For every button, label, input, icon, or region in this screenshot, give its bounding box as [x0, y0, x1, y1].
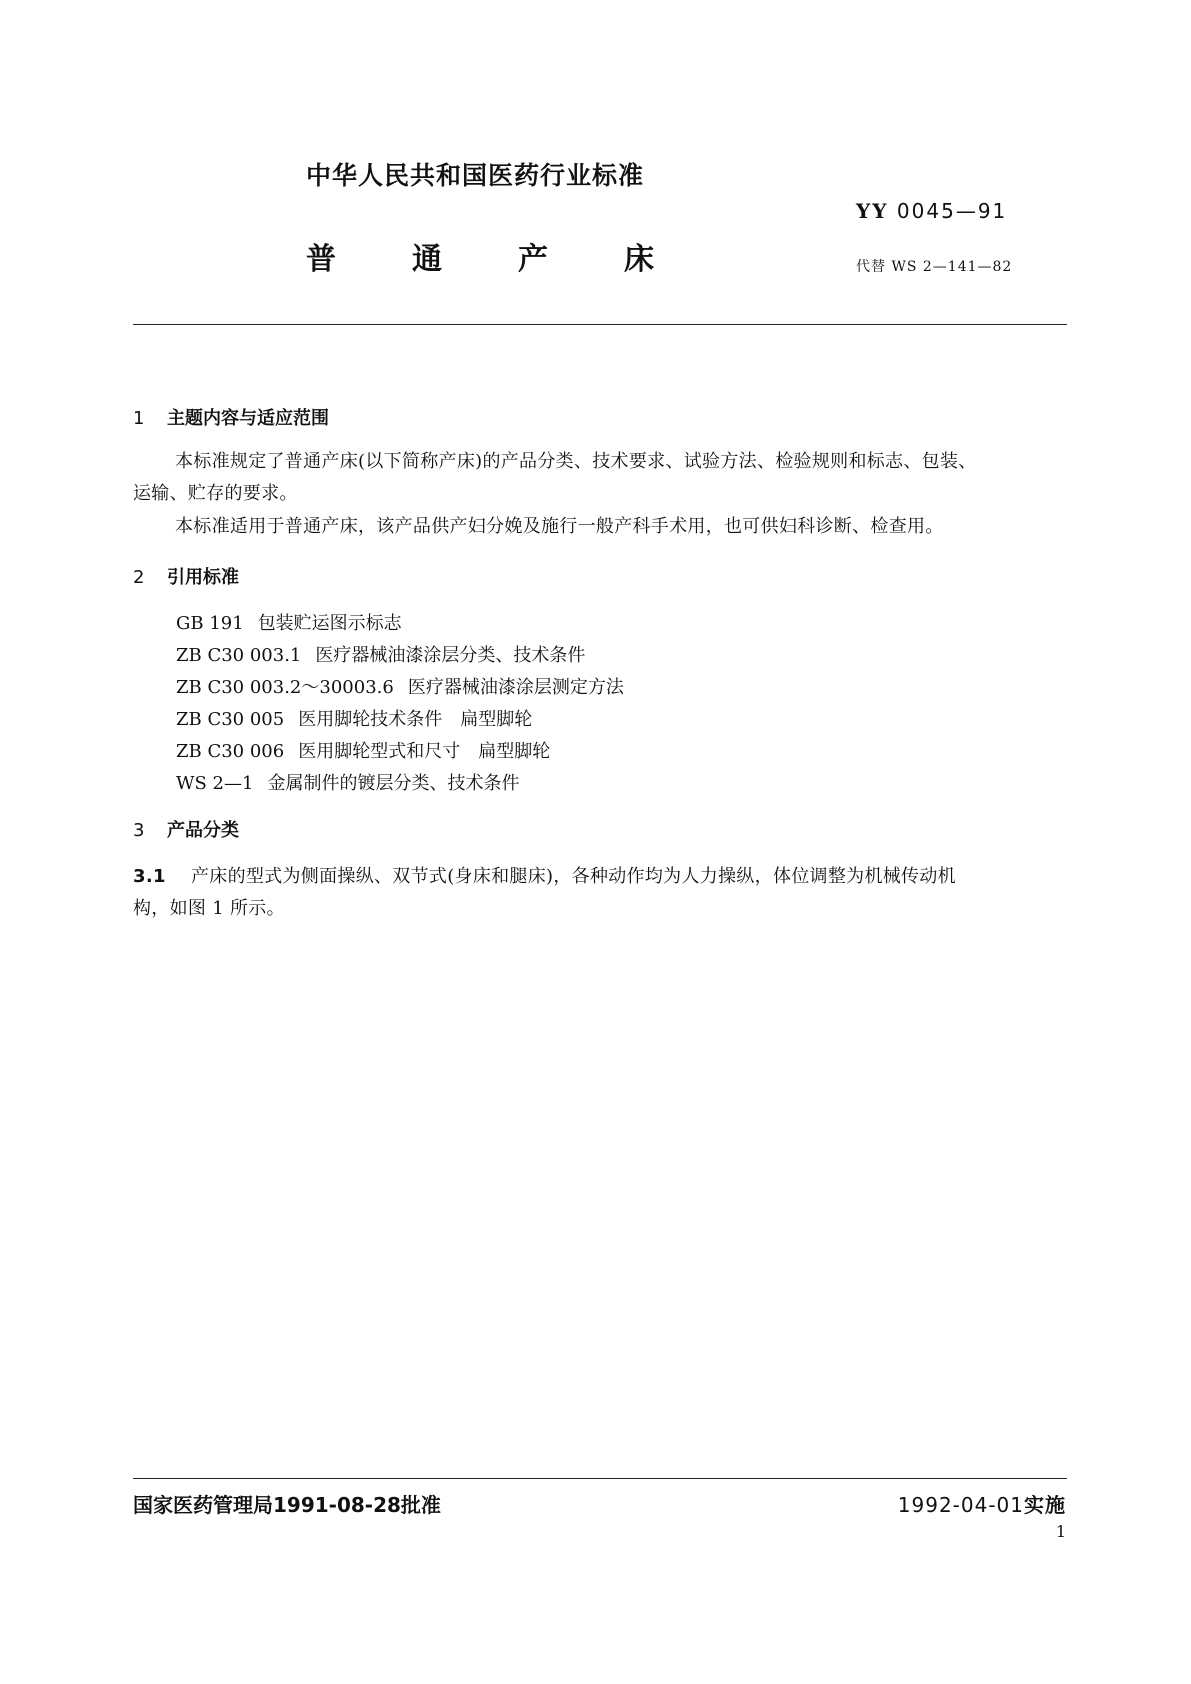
reference-item	[176, 769, 519, 795]
section-1-paragraph-1-line-2: 运输、贮存的要求。	[133, 483, 298, 504]
page-number: 1	[1055, 1522, 1066, 1541]
subclause-3-1-line-2: 构，如图 1 所示。	[133, 898, 285, 919]
reference-title: 医疗器械油漆涂层分类、技术条件	[315, 645, 586, 666]
doc-title-char-4: 床	[624, 242, 654, 277]
doc-title-char-3: 产	[518, 242, 548, 277]
reference-title: 包装贮运图示标志	[257, 613, 402, 634]
implementation-label: 实施	[1024, 1493, 1066, 1517]
standard-number	[856, 199, 1007, 223]
subclause-text: 产床的型式为侧面操纵、双节式(身床和腿床)，各种动作均为人力操纵，体位调整为机械传动机	[191, 866, 956, 887]
section-title: 引用标准	[167, 567, 239, 588]
section-1-heading	[133, 404, 329, 430]
section-title: 产品分类	[167, 820, 239, 841]
reference-item	[176, 609, 402, 635]
approval-line: 国家医药管理局1991-08-28批准	[133, 1493, 441, 1517]
subclause-3-1-line-1	[133, 862, 956, 888]
reference-code: WS 2—1	[176, 773, 254, 794]
standard-code: 0045—91	[896, 199, 1008, 223]
implementation-date: 1992-04-01	[897, 1493, 1024, 1517]
reference-item	[176, 705, 532, 731]
section-number: 1	[133, 408, 145, 429]
standard-prefix: YY	[856, 199, 889, 223]
replaces-standard: 代替 WS 2—141—82	[856, 259, 1013, 275]
reference-code: ZB C30 003.2～30003.6	[176, 677, 394, 698]
doc-title-char-2: 通	[412, 242, 442, 277]
section-1-paragraph-2: 本标准适用于普通产床，该产品供产妇分娩及施行一般产科手术用，也可供妇科诊断、检查用。	[175, 516, 944, 537]
doc-title-char-1: 普	[306, 242, 336, 277]
org-title: 中华人民共和国医药行业标准	[306, 161, 645, 190]
section-number: 3	[133, 820, 145, 841]
section-number: 2	[133, 567, 145, 588]
reference-code: GB 191	[176, 613, 244, 634]
implementation-line	[898, 1489, 1066, 1518]
header-rule	[133, 324, 1067, 325]
reference-item	[176, 641, 585, 667]
reference-title: 医疗器械油漆涂层测定方法	[407, 677, 624, 698]
reference-title: 金属制件的镀层分类、技术条件	[267, 773, 520, 794]
section-2-heading	[133, 563, 239, 589]
section-1-paragraph-1-line-1: 本标准规定了普通产床(以下简称产床)的产品分类、技术要求、试验方法、检验规则和标志、包装、	[175, 451, 977, 472]
section-title: 主题内容与适应范围	[167, 408, 329, 429]
reference-code: ZB C30 003.1	[176, 645, 302, 666]
footer-rule	[133, 1478, 1067, 1479]
reference-code: ZB C30 005	[176, 709, 285, 730]
subclause-number: 3.1	[133, 866, 166, 887]
section-3-heading	[133, 816, 239, 842]
reference-title: 医用脚轮技术条件 扁型脚轮	[298, 709, 533, 730]
reference-item	[176, 737, 550, 763]
reference-code: ZB C30 006	[176, 741, 285, 762]
reference-title: 医用脚轮型式和尺寸 扁型脚轮	[298, 741, 551, 762]
reference-item	[176, 673, 624, 699]
